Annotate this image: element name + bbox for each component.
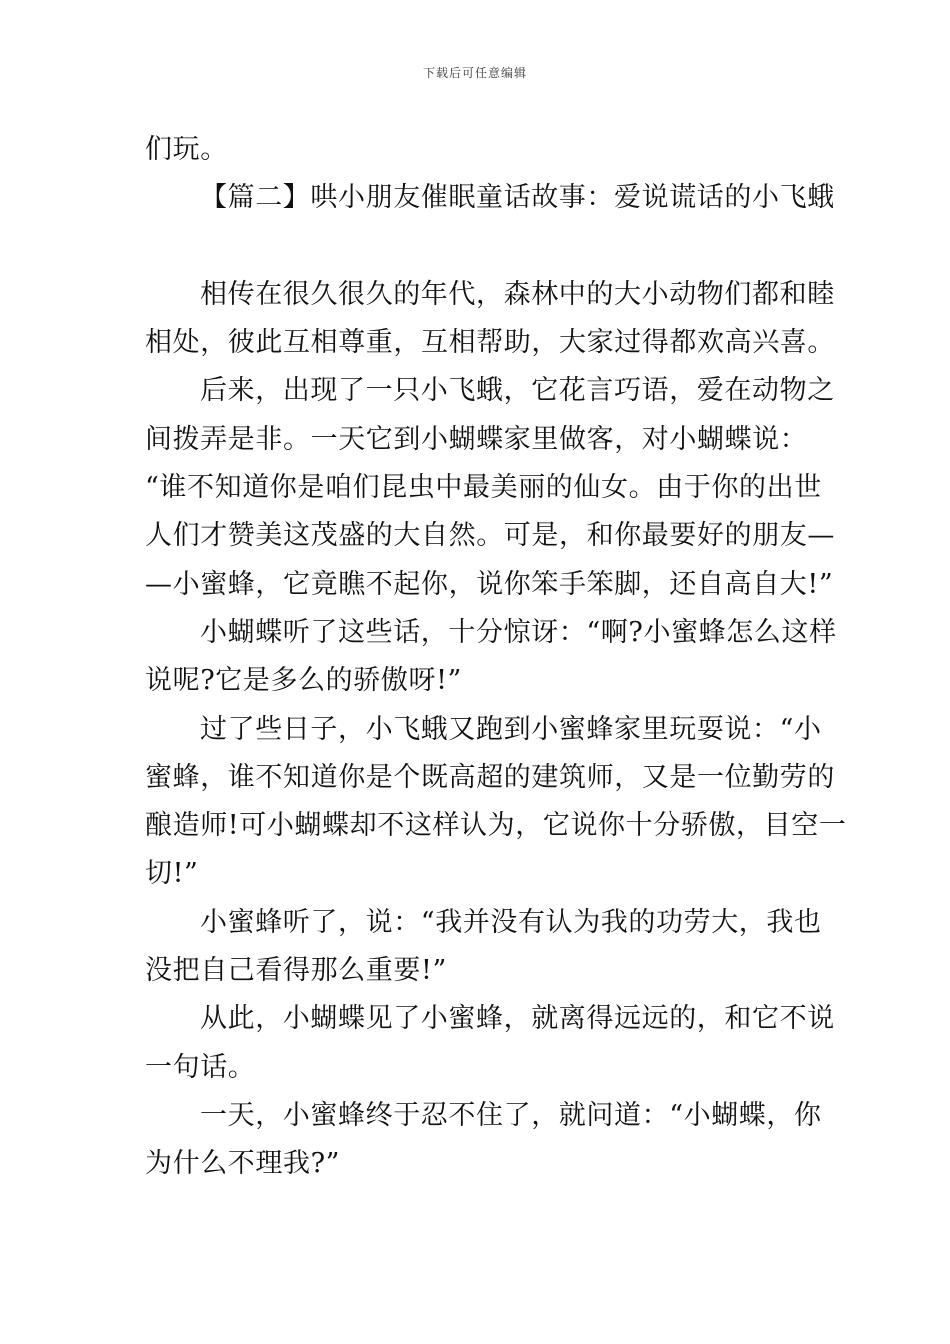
section-title: 【篇二】哄小朋友催眠童话故事：爱说谎话的小飞蛾 xyxy=(200,182,835,214)
text-line: 相处，彼此互相尊重，互相帮助，大家过得都欢高兴喜。 xyxy=(145,327,835,359)
text-line: 为什么不理我?” xyxy=(145,1148,341,1180)
text-line: 间拨弄是非。一天它到小蝴蝶家里做客，对小蝴蝶说： xyxy=(145,423,808,455)
text-line: 没把自己看得那么重要!” xyxy=(145,955,447,987)
paragraph-start: 小蜜蜂听了，说：“我并没有认为我的功劳大，我也 xyxy=(200,906,822,938)
text-line: 们玩。 xyxy=(145,134,228,165)
text-line: “谁不知道你是咱们昆虫中最美丽的仙女。由于你的出世 xyxy=(145,472,822,504)
paragraph-start: 过了些日子，小飞蛾又跑到小蜜蜂家里玩耍说：“小 xyxy=(200,713,822,745)
text-line: 一句话。 xyxy=(145,1051,256,1083)
paragraph-start: 后来，出现了一只小飞蛾，它花言巧语，爱在动物之 xyxy=(200,375,835,407)
header-note: 下载后可任意编辑 xyxy=(422,66,527,80)
blank-line xyxy=(145,223,810,271)
paragraph-start: 小蝴蝶听了这些话，十分惊讶：“啊?小蜜蜂怎么这样 xyxy=(200,616,837,648)
paragraph-start: 一天，小蜜蜂终于忍不住了，就问道：“小蝴蝶，你 xyxy=(200,1099,822,1131)
story-body xyxy=(145,126,847,1189)
text-line: —小蜜蜂，它竟瞧不起你，说你笨手笨脚，还自高自大!” xyxy=(145,568,834,600)
paragraph-start: 相传在很久很久的年代，森林中的大小动物们都和睦 xyxy=(200,278,835,310)
paragraph-start: 从此，小蝴蝶见了小蜜蜂，就离得远远的，和它不说 xyxy=(200,1003,835,1035)
text-line: 酿造师!可小蝴蝶却不这样认为，它说你十分骄傲，目空一 xyxy=(145,810,847,842)
text-line: 蜜蜂，谁不知道你是个既高超的建筑师，又是一位勤劳的 xyxy=(145,761,835,793)
text-line: 说呢?它是多么的骄傲呀!” xyxy=(145,665,462,697)
text-line: 人们才赞美这茂盛的大自然。可是，和你最要好的朋友— xyxy=(145,520,835,552)
text-line: 切!” xyxy=(145,858,199,890)
